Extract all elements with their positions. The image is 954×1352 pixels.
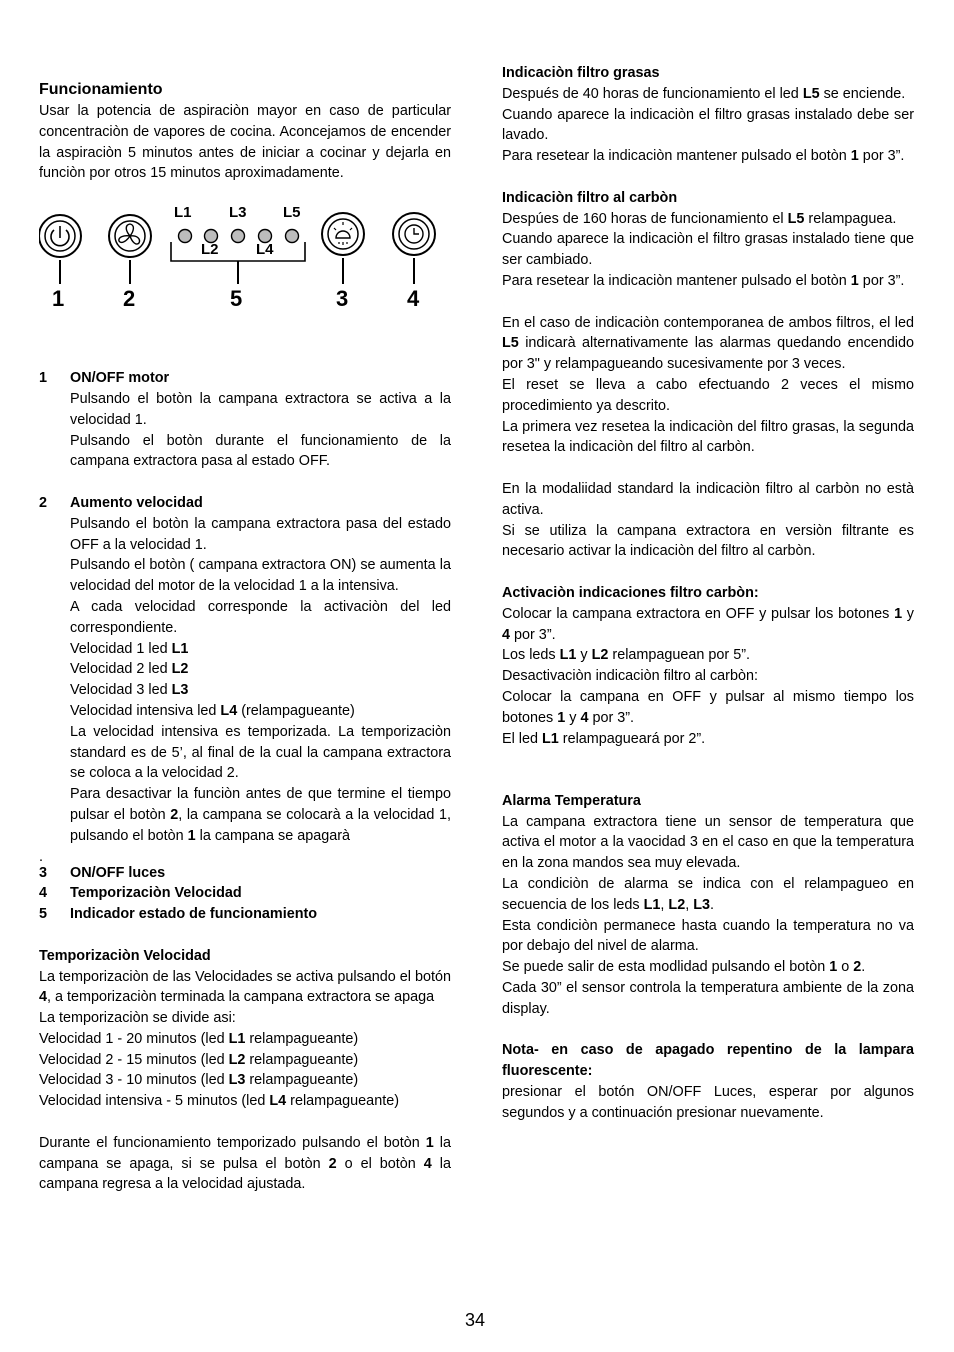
fan-icon	[109, 215, 151, 257]
intro-text: Usar la potencia de aspiraciòn mayor en caso de particular concentraciòn de vapores de cocina. Aconcejamos de encender la aspiraciòn 5 minutos antes de iniciar a cocinar y dejarla en funciòn por otros 15 minutos aproximadamente.	[39, 103, 451, 182]
panel-number-1: 1	[52, 286, 65, 312]
section-nota: Nota- en caso de apagado repentino de la lampara fluorescente: presionar el botón ON/OFF Luces, esperar por algunos segundos y a continuación presionar nuevamente.	[502, 1042, 914, 1121]
item-indicador-estado: 5 Indicador estado de funcionamiento	[39, 906, 318, 923]
page-number: 34	[465, 1310, 486, 1330]
led-row	[179, 230, 299, 243]
right-column	[502, 0, 914, 1124]
item-on-off-luces: 3 ON/OFF luces	[39, 864, 166, 881]
light-icon	[322, 213, 364, 255]
led-label-l1: L1	[174, 204, 192, 222]
section-filtro-carbon: Indicaciòn filtro al carbòn Despúes de 160 horas de funcionamiento el L5 relampaguea. Cuando aparece la indicaciòn el filtro grasas instalado tiene que ser cambiado. Para resetear la indicaciòn mantener pulsado el botòn 1 por 3”.	[502, 189, 914, 289]
led-label-l4: L4	[256, 241, 274, 259]
control-panel-diagram	[39, 206, 451, 368]
item-aumento-velocidad: 2 Aumento velocidad Pulsando el botòn la campana extractora pasa del estado OFF a la velocidad 1. Pulsando el botòn ( campana extractora ON) se aumenta la velocidad del motor de la velocidad 1 a la intensiva. A cada velocidad corresponde la activaciòn del led correspondiente. Velocidad 1 led L1 Velocidad 2 led L2 Velocidad 3 led L3 Velocidad intensiva led L4 (relampagueante) La velocidad intensiva es temporizada. La temporizaciòn standard es de 5’, al final de la cual la campana extractora se coloca a la velocidad 2. Para desactivar la funciòn antes de que termine el tiempo pulsar el botòn 2, la campana se colocarà a la velocidad 1, pulsando el botòn 1 la campana se apagarà	[39, 494, 451, 844]
section-modalidad-standard: En la modaliidad standard la indicaciòn filtro al carbòn no està activa. Si se utiliza la campana extractora en versiòn filtrante es necesario activar la indicaciòn del filtro al carbòn.	[502, 480, 914, 560]
section-activacion: Activaciòn indicaciones filtro carbòn: Colocar la campana extractora en OFF y pulsar los botones 1 y 4 por 3”. Los leds L1 y L2 relampaguean por 5”. Desactivaciòn indicaciòn filtro al carbòn: Colocar la campana en OFF y pulsar al mismo tiempo los botones 1 y 4 por 3”. El led L1 relampagueará por 2”.	[502, 584, 915, 747]
led-label-l5: L5	[283, 204, 301, 222]
panel-number-3: 3	[336, 286, 349, 312]
panel-number-4: 4	[407, 286, 420, 312]
section-filtro-grasas: Indicaciòn filtro grasas Después de 40 horas de funcionamiento el led L5 se enciende. Cuando aparece la indicaciòn el filtro grasas instalado debe ser lavado. Para resetear la indicaciòn mantener pulsado el botòn 1 por 3”.	[502, 65, 914, 165]
panel-number-2: 2	[123, 286, 136, 312]
left-column	[39, 0, 451, 1195]
control-panel-svg	[39, 206, 451, 336]
led-label-l2: L2	[201, 241, 219, 259]
section-ambos-filtros: En el caso de indicaciòn contemporanea de ambos filtros, el led L5 indicarà alternativamente las alarmas quedando encendido por 3" y relampagueando sucesivamente por 3 veces. El reset se lleva a cabo efectuando 2 veces el mismo procedimiento ya descrito. La primera vez resetea la indicaciòn del filtro grasas, la segunda resetea la indicaciòn del filtro al carbòn.	[502, 314, 914, 456]
item-temporizacion-velocidad: 4 Temporizaciòn Velocidad	[39, 885, 242, 902]
item-on-off-motor: 1 ON/OFF motor Pulsando el botòn la campana extractora se activa a la velocidad 1. Pulsando el botòn durante el funcionamiento de la campana extractora pasa al estado OFF.	[39, 370, 451, 470]
stray-dot: .	[39, 848, 43, 865]
led-label-l3: L3	[229, 204, 247, 222]
section-temporizacion: Temporizaciòn Velocidad La temporizaciòn de las Velocidades se activa pulsando el botón 4, a temporizaciòn terminada la campana extractora se apaga La temporizaciòn se divide asi: Velocidad 1 - 20 minutos (led L1 relampagueante) Velocidad 2 - 15 minutos (led L2 relampagueante) Velocidad 3 - 10 minutos (led L3 relampagueante) Velocidad intensiva - 5 minutos (led L4 relampagueante) Durante el funcionamiento temporizado pulsando el botòn 1 la campana se apaga, si se pulsa el botòn 2 o el botòn 4 la campana regresa a la velocidad ajustada.	[39, 947, 452, 1193]
clock-icon	[393, 213, 435, 255]
section-alarma-temperatura: Alarma Temperatura La campana extractora tiene un sensor de temperatura que activa el motor a la vaocidad 3 en el caso en que la temperatura en la zona mandos sea muy elevada. La condiciòn de alarma se indica con el relampagueo en secuencia de los leds L1, L2, L3. Esta condiciòn permanece hasta cuando la temperatura no va por debajo del nivel de alarma. Se puede salir de esta modlidad pulsando el botòn 1 o 2. Cada 30” el sensor controla la temperatura ambiente de la zona display.	[502, 792, 914, 1017]
panel-number-5: 5	[230, 286, 243, 312]
power-icon	[39, 215, 81, 257]
section-title-funcionamiento: Funcionamiento	[39, 81, 163, 98]
